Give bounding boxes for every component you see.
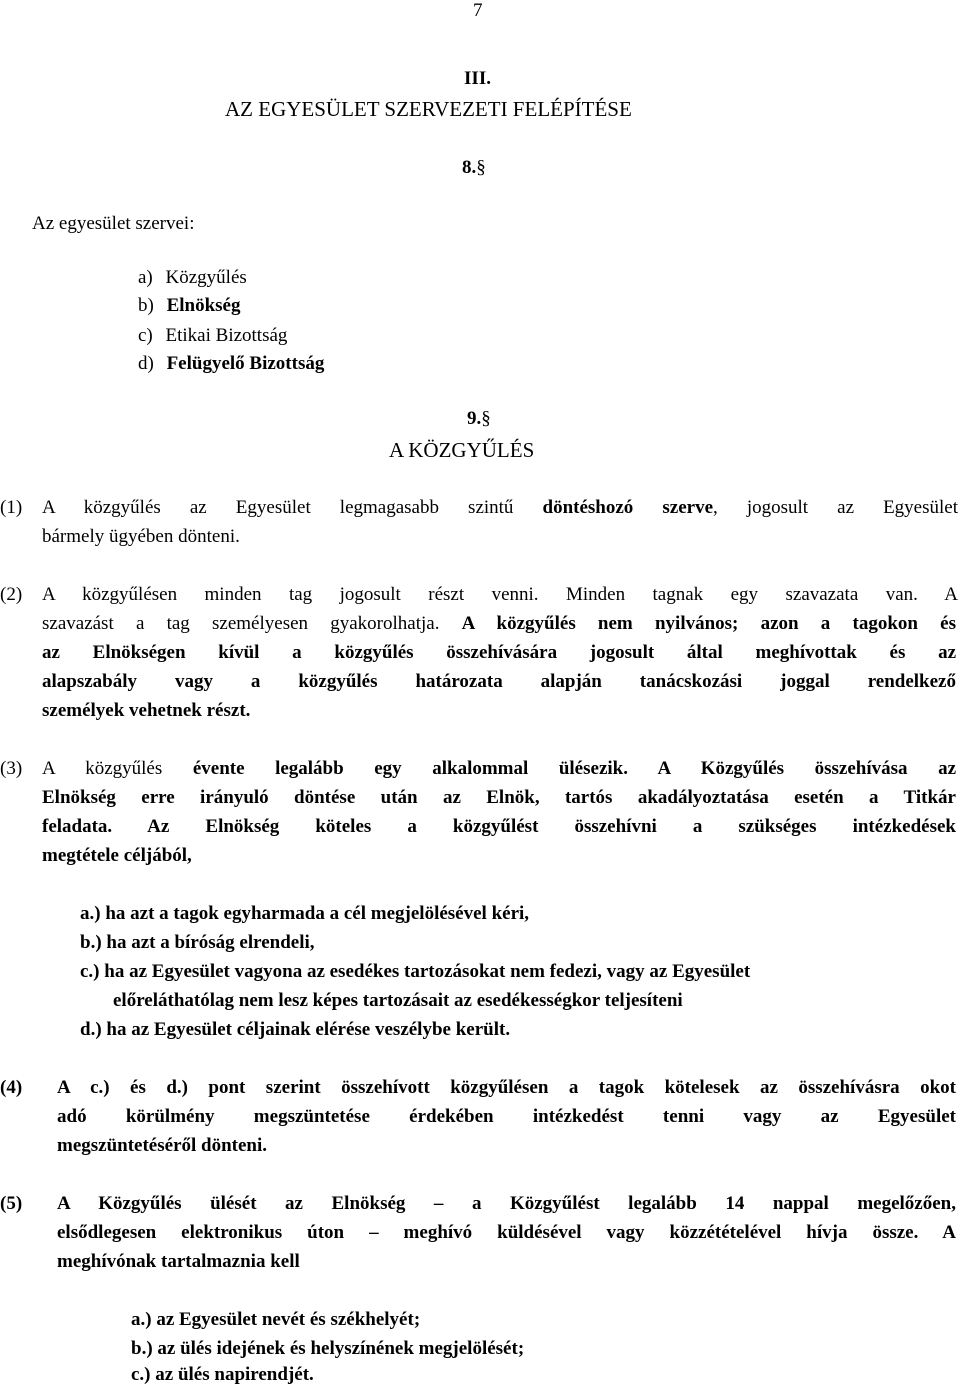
list-item [80, 932, 315, 954]
list-letter: a.) [131, 1309, 152, 1330]
paragraph-bold-text: A közgyűlés nem nyilvános; azon a tagokon és [461, 613, 957, 634]
chapter-roman: III. [464, 68, 491, 89]
paragraph-bold-text: döntéshozó szerve [542, 497, 714, 518]
paragraph-bold-text: évente legalább egy alkalommal ülésezik. A Közgyűlés összehívása az [192, 758, 957, 779]
list-letter: a.) [80, 903, 101, 924]
organ-item [138, 325, 287, 347]
paragraph-3-line: feladata. Az Elnökség köteles a közgyűlést összehívni a szükséges intézkedések [42, 816, 956, 837]
paragraph-2-line: A közgyűlésen minden tag jogosult részt venni. Minden tagnak egy szavazata van. A [42, 584, 958, 605]
section-sign: § [476, 157, 486, 178]
paragraph-2-line: személyek vehetnek részt. [42, 700, 251, 721]
paragraph-5-line: meghívónak tartalmaznia kell [57, 1251, 300, 1272]
paragraph-1-number: (1) [0, 497, 23, 518]
paragraph-3-number: (3) [0, 758, 23, 779]
paragraph-3-line: Elnökség erre irányuló döntése után az Elnök, tartós akadályoztatása esetén a Titkár [42, 787, 956, 808]
list-item-continuation: előreláthatólag nem lesz képes tartozásait az esedékességkor teljesíteni [113, 990, 683, 1011]
organ-label: Elnökség [166, 295, 241, 316]
list-text: ha az Egyesület vagyona az esedékes tartozásokat nem fedezi, vagy az Egyesület [104, 961, 751, 982]
list-item [80, 961, 750, 983]
list-letter: b.) [131, 1338, 153, 1359]
paragraph-1-line [42, 497, 958, 519]
organ-label: Közgyűlés [165, 267, 247, 288]
organ-letter: b) [138, 295, 154, 316]
paragraph-4-line: A c.) és d.) pont szerint összehívott közgyűlésen a tagok kötelesek az összehívásra okot [57, 1077, 956, 1098]
organs-intro: Az egyesület szervei: [32, 213, 195, 234]
list-item [131, 1309, 420, 1331]
list-text: ha az Egyesület céljainak elérése veszélybe került. [106, 1019, 511, 1040]
paragraph-text: A közgyűlés az Egyesület legmagasabb szintű [42, 497, 514, 518]
list-letter: c.) [80, 961, 100, 982]
section-8-heading [462, 157, 486, 179]
list-item [80, 1019, 510, 1041]
organ-letter: a) [138, 267, 153, 288]
list-letter: d.) [80, 1019, 102, 1040]
list-text: az ülés napirendjét. [155, 1364, 314, 1385]
organ-item [138, 267, 247, 289]
section-9-number: 9. [467, 408, 482, 429]
paragraph-2-line: alapszabály vagy a közgyűlés határozata alapján tanácskozási joggal rendelkező [42, 671, 956, 692]
organ-letter: d) [138, 353, 154, 374]
page-number: 7 [473, 0, 483, 21]
paragraph-3-line [42, 758, 956, 780]
paragraph-4-line: megszüntetéséről dönteni. [57, 1135, 268, 1156]
organ-item [138, 353, 324, 375]
paragraph-3-line: megtétele céljából, [42, 845, 192, 866]
organ-label: Etikai Bizottság [165, 325, 288, 346]
organ-item [138, 295, 241, 317]
section-9-heading [467, 408, 491, 430]
paragraph-text: , jogosult az Egyesület [713, 497, 959, 518]
paragraph-5-number: (5) [0, 1193, 23, 1214]
organ-label: Felügyelő Bizottság [166, 353, 325, 374]
list-letter: c.) [131, 1364, 151, 1385]
list-item [131, 1364, 314, 1386]
paragraph-2-line [42, 613, 956, 635]
list-text: az ülés idejének és helyszínének megjelölését; [157, 1338, 525, 1359]
paragraph-5-line: A Közgyűlés ülését az Elnökség – a Közgyűlést legalább 14 nappal megelőzően, [57, 1193, 956, 1214]
list-text: az Egyesület nevét és székhelyét; [156, 1309, 421, 1330]
paragraph-4-number: (4) [0, 1077, 23, 1098]
list-text: ha azt a bíróság elrendeli, [106, 932, 315, 953]
chapter-title: AZ EGYESÜLET SZERVEZETI FELÉPÍTÉSE [225, 97, 632, 121]
list-item [80, 903, 529, 925]
list-letter: b.) [80, 932, 102, 953]
paragraph-text: szavazást a tag személyesen gyakorolhatja. [42, 613, 440, 634]
paragraph-2-number: (2) [0, 584, 23, 605]
section-8-number: 8. [462, 157, 477, 178]
paragraph-4-line: adó körülmény megszüntetése érdekében intézkedést tenni vagy az Egyesület [57, 1106, 956, 1127]
paragraph-text: A közgyűlés [42, 758, 163, 779]
paragraph-2-line: az Elnökségen kívül a közgyűlés összehívására jogosult által meghívottak és az [42, 642, 956, 663]
organ-letter: c) [138, 325, 153, 346]
paragraph-1-line: bármely ügyében dönteni. [42, 526, 240, 547]
section-9-title: A KÖZGYŰLÉS [389, 438, 535, 462]
list-text: ha azt a tagok egyharmada a cél megjelölésével kéri, [105, 903, 530, 924]
list-item [131, 1338, 524, 1360]
section-sign: § [481, 408, 491, 429]
paragraph-5-line: elsődlegesen elektronikus úton – meghívó küldésével vagy közzétételével hívja össze. A [57, 1222, 956, 1243]
